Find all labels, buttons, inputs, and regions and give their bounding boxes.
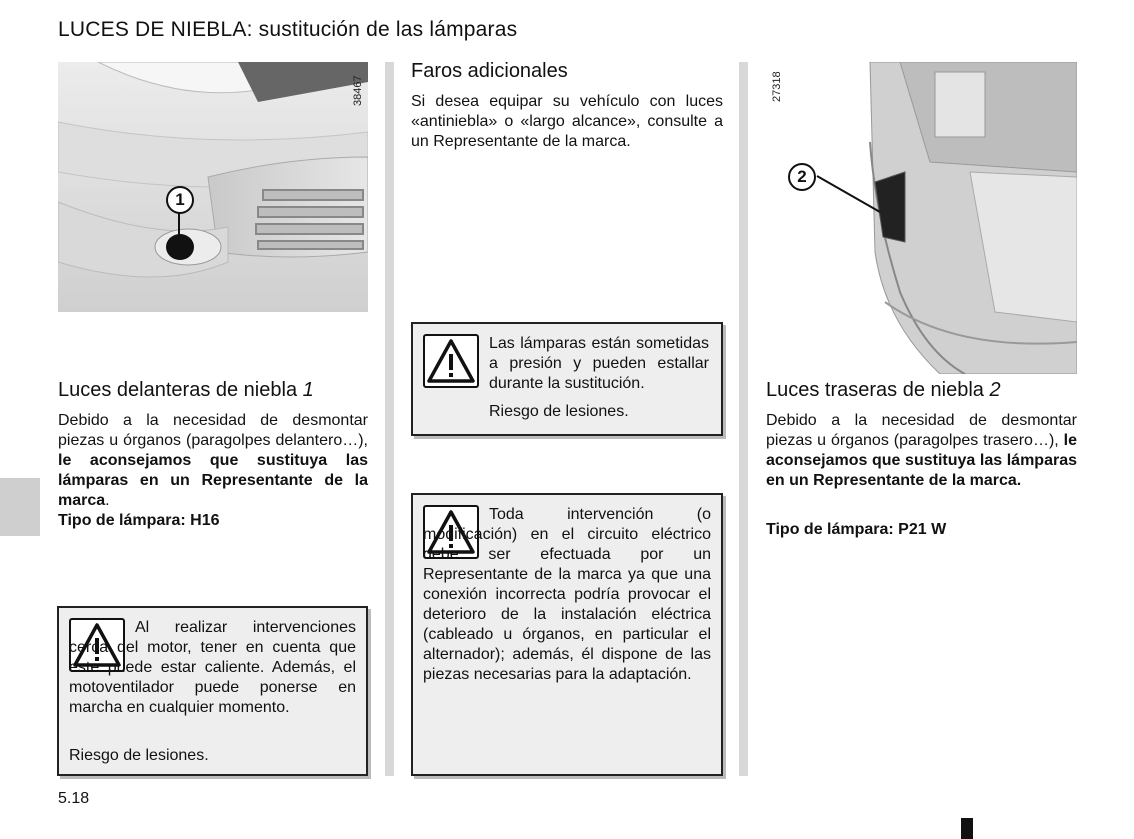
warning-text: Toda intervención (o modificación) en el circuito eléctrico debe ser efectuada por un Representante de la marca ya que una conexión incorrecta podría provocar el deterioro de la instalación eléctrica (cableado u órganos, en particular el alternador); además, él dispone de las piezas necesarias para la adaptación.: [423, 506, 711, 683]
end-marker: [961, 818, 973, 839]
warning-box-pressure: [411, 322, 723, 436]
warning-risk: Riesgo de lesiones.: [69, 747, 209, 764]
column-separator-1: [385, 62, 394, 776]
front-fog-body: Debido a la necesidad de desmontar piezas u órganos (paragolpes delantero…), le aconsejamos que sustituya las lámparas en un Representante de la marca. Tipo de lámpara: H16: [58, 412, 368, 529]
callout-2: 2: [788, 163, 816, 191]
warning-triangle-icon: [423, 334, 479, 388]
chapter-tab: [0, 478, 40, 536]
warning-box-electrical: [411, 493, 723, 776]
front-fog-heading: Luces delanteras de niebla 1: [58, 379, 314, 401]
front-bumper-illustration: [58, 62, 368, 312]
page-title: LUCES DE NIEBLA: sustitución de las lámparas: [58, 18, 518, 41]
warning-text: Las lámparas están sometidas a presión y pueden estallar durante la sustitución.: [489, 335, 709, 392]
additional-lights-body: Si desea equipar su vehículo con luces «antiniebla» o «largo alcance», consulte a un Representante de la marca.: [411, 93, 723, 150]
column-separator-2: [739, 62, 748, 776]
additional-lights-heading: Faros adicionales: [411, 60, 568, 82]
callout-1: 1: [166, 186, 194, 214]
warning-box-engine: [57, 606, 368, 776]
image-code: 27318: [771, 71, 783, 102]
page-number: 5.18: [58, 790, 90, 807]
rear-fog-heading: Luces traseras de niebla 2: [766, 379, 1001, 401]
image-code: 38467: [352, 75, 364, 106]
rear-lamp-type: Tipo de lámpara: P21 W: [766, 521, 947, 538]
rear-bumper-illustration: [765, 62, 1077, 374]
rear-fog-body: Debido a la necesidad de desmontar piezas u órganos (paragolpes trasero…), le aconsejamos que sustituya las lámparas en un Representante de la marca.: [766, 412, 1077, 489]
warning-text: Al realizar intervenciones cerca del motor, tener en cuenta que este puede estar caliente. Además, el motoventilador puede ponerse en marcha en cualquier momento.: [69, 619, 356, 716]
warning-risk: Riesgo de lesiones.: [489, 403, 629, 420]
